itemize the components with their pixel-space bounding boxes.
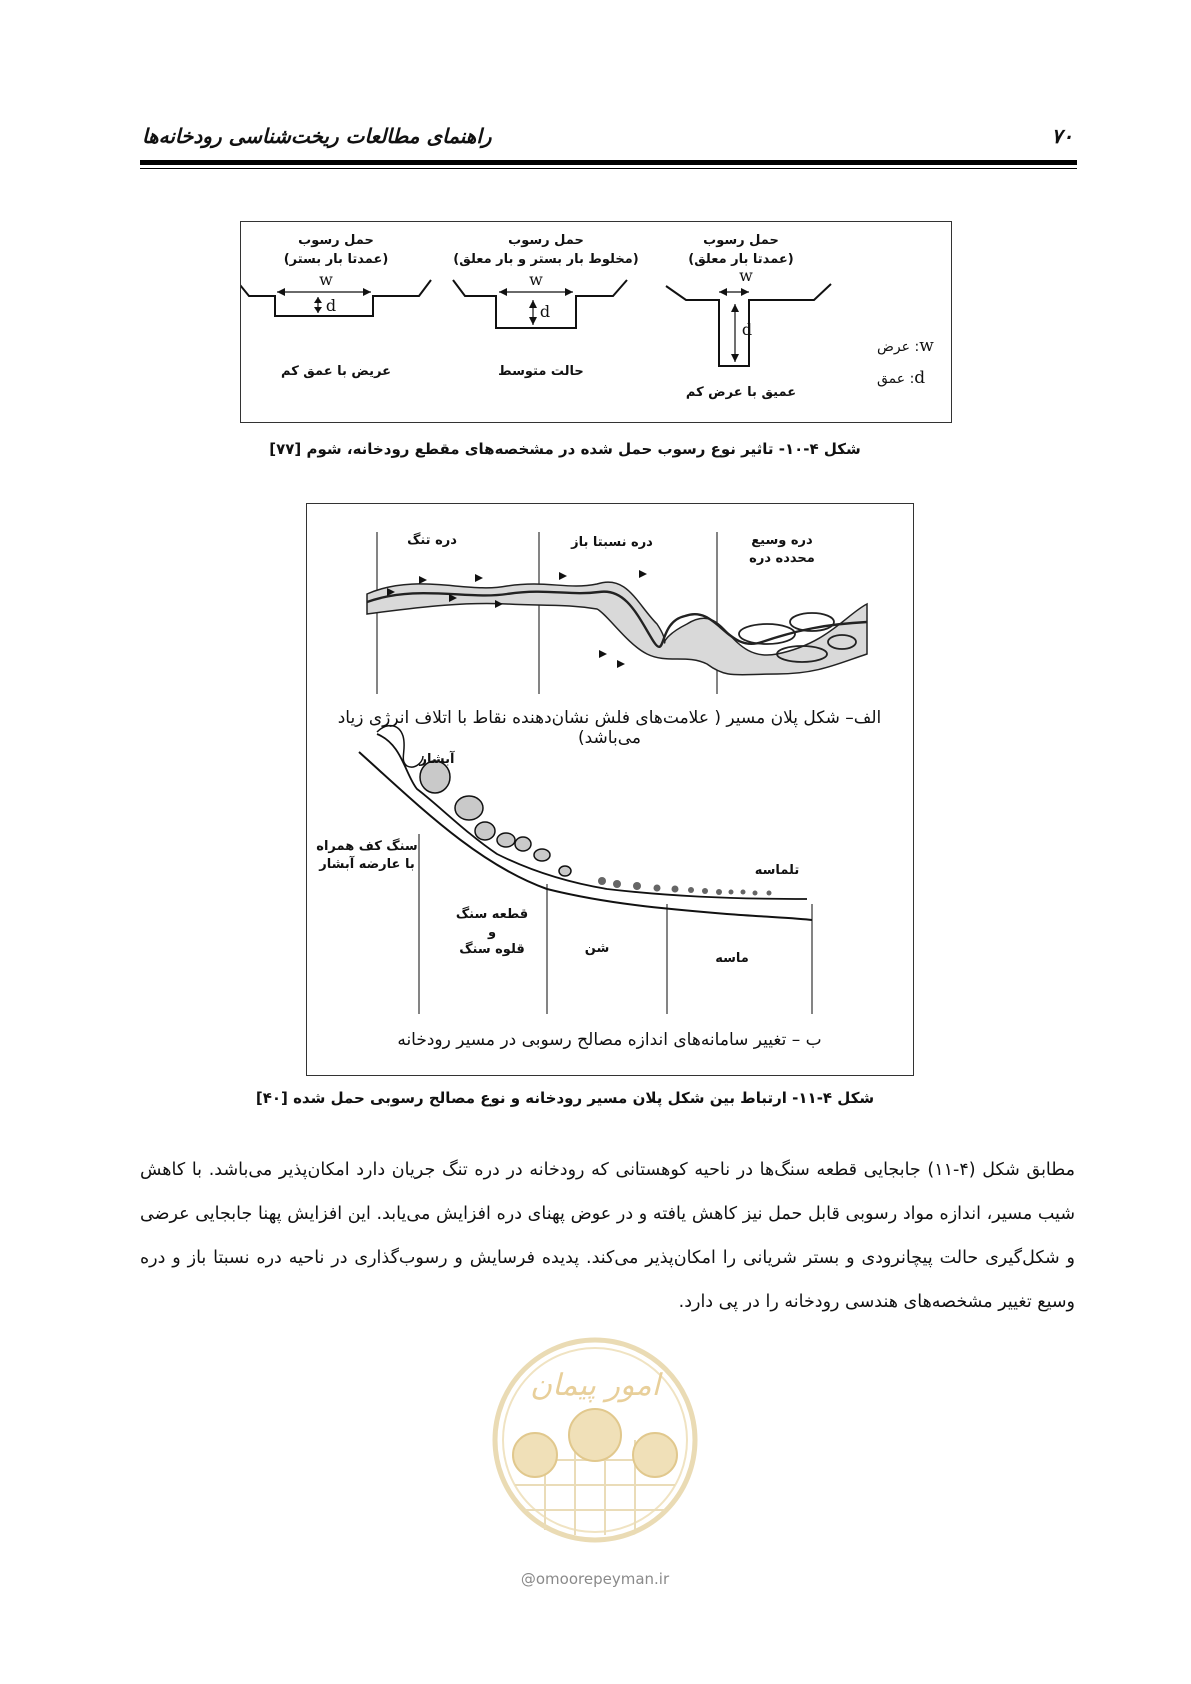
- panel-medium-desc: حالت متوسط: [498, 364, 584, 379]
- body-paragraph: مطابق شکل (۴-۱۱) جابجایی قطعه سنگ‌ها در ناحیه کوهستانی که رودخانه در دره تنگ جریان دارد امکان‌پذیر می‌باشد. با کاهش شیب مسیر، اندازه مواد رسوبی قابل حمل نیز کاهش یافته و در عوض پهنای دره افزایش می‌یابد. این افزایش پهنا جابجایی عرضی و شکل‌گیری حالت پیچانرودی و بستر شریانی را امکان‌پذیر می‌کند. پدیده فرسایش و رسوب‌گذاری در ناحیه دره نسبتا باز و دره وسیع تغییر مشخصه‌های هندسی رودخانه را در پی دارد.: [140, 1160, 1075, 1312]
- svg-text:امور پیمان: امور پیمان: [530, 1368, 660, 1403]
- legend-depth: d: عمق: [877, 368, 926, 388]
- panel-suspended-label: حمل رسوب (عمدتا بار معلق): [688, 233, 794, 267]
- label-dune: تلماسه: [754, 863, 800, 878]
- page-number: ۷۰: [1051, 124, 1073, 148]
- legend-width: w: عرض: [877, 336, 934, 356]
- running-header-title: راهنمای مطالعات ریخت‌شناسی رودخانه‌ها: [142, 124, 492, 148]
- depth-symbol: d: [741, 320, 753, 339]
- depth-symbol: d: [539, 302, 551, 321]
- zone-narrow-valley: دره تنگ: [407, 533, 457, 548]
- label-bedrock: سنگ کف همراه با عارضه آبشار: [316, 839, 418, 872]
- zone-wide-valley: دره وسیع محدده دره: [749, 533, 815, 566]
- depth-symbol: d: [325, 296, 337, 315]
- figure-4-10-caption: شکل ۴-۱۰- تاثیر نوع رسوب حمل شده در مشخصه‌های مقطع رودخانه، شوم [۷۷]: [269, 440, 861, 458]
- width-symbol: w: [319, 270, 333, 289]
- figure-4-11-caption-a: الف– شکل پلان مسیر ( علامت‌های فلش نشان‌دهنده نقاط با اتلاف انرژی زیاد می‌باشد): [337, 708, 882, 748]
- figure-4-11-caption: شکل ۴-۱۱- ارتباط بین شکل پلان مسیر رودخانه و نوع مصالح رسوبی حمل شده [۴۰]: [255, 1089, 875, 1107]
- width-symbol: w: [739, 266, 753, 285]
- watermark-seal: [485, 1320, 705, 1560]
- label-gravel: شن: [584, 941, 610, 956]
- figure-4-11: [306, 503, 914, 1076]
- watermark-url: @omoorepeyman.ir: [520, 1570, 670, 1588]
- width-symbol: w: [529, 270, 543, 289]
- label-waterfall: آبشار: [419, 752, 455, 767]
- panel-wide-desc: عریض با عمق کم: [281, 364, 391, 379]
- watermark-logo: [485, 1320, 705, 1590]
- figure-4-11-caption-b: ب – تغییر سامانه‌های اندازه مصالح رسوبی در مسیر رودخانه: [397, 1030, 822, 1050]
- panel-bedload-label: حمل رسوب (عمدتا بار بستر): [283, 233, 389, 267]
- panel-mixed-label: حمل رسوب (مخلوط بار بستر و بار معلق): [453, 233, 639, 267]
- header-rule-thin: [140, 168, 1077, 169]
- label-boulder: قطعه سنگ و قلوه سنگ: [455, 907, 529, 958]
- header-rule-thick: [140, 160, 1077, 165]
- figure-4-10: [240, 221, 952, 423]
- label-sand: ماسه: [715, 951, 749, 966]
- panel-deep-desc: عمیق با عرض کم: [685, 385, 797, 400]
- zone-open-valley: دره نسبتا باز: [571, 535, 653, 550]
- river-plan-and-profile: [307, 504, 913, 1075]
